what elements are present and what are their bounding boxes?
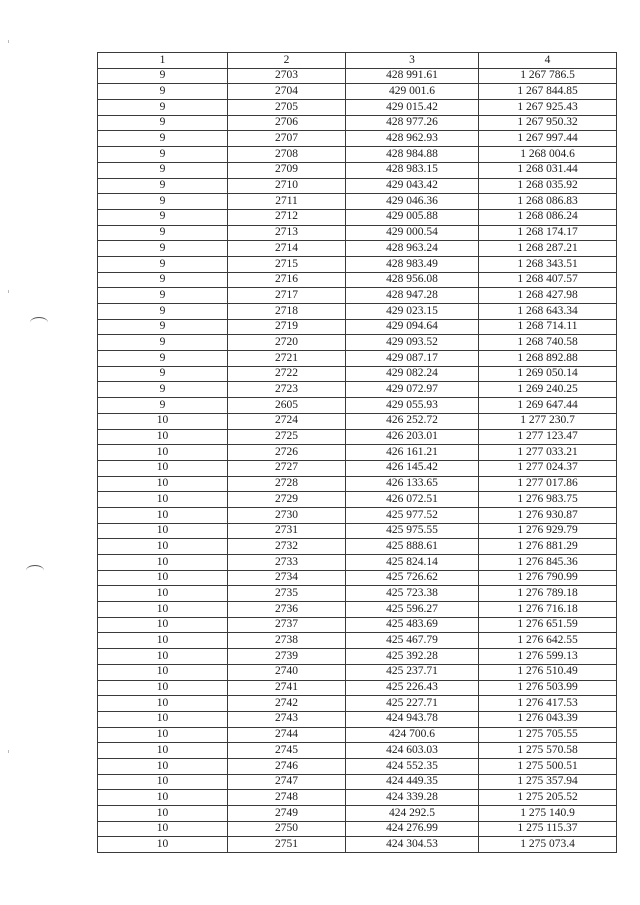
cell-x-coordinate: 428 983.15 (346, 162, 479, 178)
cell-y-coordinate: 1 276 845.36 (479, 555, 617, 571)
cell-y-coordinate: 1 276 510.49 (479, 664, 617, 680)
table-row (98, 366, 617, 382)
cell-point-number: 2741 (228, 680, 346, 696)
table-row (98, 335, 617, 351)
cell-y-coordinate: 1 276 929.79 (479, 523, 617, 539)
cell-x-coordinate: 424 943.78 (346, 711, 479, 727)
cell-x-coordinate: 424 552.35 (346, 758, 479, 774)
cell-x-coordinate: 426 145.42 (346, 460, 479, 476)
cell-y-coordinate: 1 276 790.99 (479, 570, 617, 586)
cell-x-coordinate: 428 956.08 (346, 272, 479, 288)
cell-x-coordinate: 424 304.53 (346, 837, 479, 853)
cell-point-number: 2739 (228, 649, 346, 665)
cell-point-number: 2737 (228, 617, 346, 633)
cell-x-coordinate: 429 046.36 (346, 194, 479, 210)
cell-y-coordinate: 1 267 997.44 (479, 131, 617, 147)
cell-y-coordinate: 1 268 174.17 (479, 225, 617, 241)
cell-y-coordinate: 1 276 599.13 (479, 649, 617, 665)
cell-section: 10 (98, 586, 228, 602)
cell-section: 9 (98, 335, 228, 351)
cell-point-number: 2733 (228, 555, 346, 571)
cell-x-coordinate: 429 015.42 (346, 100, 479, 116)
cell-section: 10 (98, 507, 228, 523)
cell-x-coordinate: 426 072.51 (346, 492, 479, 508)
cell-section: 10 (98, 774, 228, 790)
table-row (98, 617, 617, 633)
cell-y-coordinate: 1 276 642.55 (479, 633, 617, 649)
table-row (98, 131, 617, 147)
table-row (98, 398, 617, 414)
cell-y-coordinate: 1 268 407.57 (479, 272, 617, 288)
cell-x-coordinate: 424 292.5 (346, 806, 479, 822)
cell-section: 10 (98, 806, 228, 822)
scan-mark (30, 317, 48, 328)
table-row (98, 586, 617, 602)
table-row (98, 523, 617, 539)
coordinates-table (97, 52, 617, 853)
cell-y-coordinate: 1 267 844.85 (479, 84, 617, 100)
table-row (98, 178, 617, 194)
cell-y-coordinate: 1 268 714.11 (479, 319, 617, 335)
cell-section: 9 (98, 256, 228, 272)
cell-point-number: 2731 (228, 523, 346, 539)
cell-y-coordinate: 1 276 881.29 (479, 539, 617, 555)
cell-point-number: 2749 (228, 806, 346, 822)
table-row (98, 821, 617, 837)
table-row (98, 413, 617, 429)
cell-y-coordinate: 1 269 050.14 (479, 366, 617, 382)
table-row (98, 256, 617, 272)
table-row (98, 602, 617, 618)
column-header: 2 (228, 53, 346, 69)
cell-y-coordinate: 1 277 024.37 (479, 460, 617, 476)
cell-x-coordinate: 429 001.6 (346, 84, 479, 100)
cell-point-number: 2708 (228, 147, 346, 163)
cell-y-coordinate: 1 268 892.88 (479, 351, 617, 367)
cell-x-coordinate: 429 072.97 (346, 382, 479, 398)
cell-point-number: 2725 (228, 429, 346, 445)
cell-y-coordinate: 1 268 086.24 (479, 209, 617, 225)
table-row (98, 194, 617, 210)
cell-x-coordinate: 429 093.52 (346, 335, 479, 351)
cell-x-coordinate: 425 824.14 (346, 555, 479, 571)
cell-section: 10 (98, 664, 228, 680)
table-row (98, 304, 617, 320)
cell-point-number: 2747 (228, 774, 346, 790)
cell-y-coordinate: 1 276 983.75 (479, 492, 617, 508)
table-row (98, 225, 617, 241)
cell-x-coordinate: 426 133.65 (346, 476, 479, 492)
table-row (98, 100, 617, 116)
cell-point-number: 2605 (228, 398, 346, 414)
table-row (98, 727, 617, 743)
cell-point-number: 2729 (228, 492, 346, 508)
cell-y-coordinate: 1 267 786.5 (479, 68, 617, 84)
cell-point-number: 2727 (228, 460, 346, 476)
cell-section: 9 (98, 366, 228, 382)
table-row (98, 445, 617, 461)
table-row (98, 460, 617, 476)
cell-y-coordinate: 1 269 240.25 (479, 382, 617, 398)
table-row (98, 507, 617, 523)
table-row (98, 209, 617, 225)
cell-point-number: 2740 (228, 664, 346, 680)
cell-point-number: 2734 (228, 570, 346, 586)
cell-y-coordinate: 1 275 115.37 (479, 821, 617, 837)
table-row (98, 806, 617, 822)
cell-section: 10 (98, 429, 228, 445)
table-row (98, 539, 617, 555)
cell-point-number: 2716 (228, 272, 346, 288)
cell-section: 10 (98, 696, 228, 712)
table-row (98, 774, 617, 790)
cell-section: 9 (98, 382, 228, 398)
cell-point-number: 2707 (228, 131, 346, 147)
cell-section: 9 (98, 100, 228, 116)
cell-section: 9 (98, 225, 228, 241)
cell-section: 9 (98, 147, 228, 163)
cell-x-coordinate: 426 252.72 (346, 413, 479, 429)
cell-section: 9 (98, 178, 228, 194)
cell-y-coordinate: 1 275 500.51 (479, 758, 617, 774)
table-row (98, 570, 617, 586)
cell-y-coordinate: 1 275 357.94 (479, 774, 617, 790)
cell-y-coordinate: 1 268 004.6 (479, 147, 617, 163)
cell-x-coordinate: 428 983.49 (346, 256, 479, 272)
cell-point-number: 2735 (228, 586, 346, 602)
table-row (98, 84, 617, 100)
table-row (98, 680, 617, 696)
cell-point-number: 2751 (228, 837, 346, 853)
table-row (98, 351, 617, 367)
cell-section: 9 (98, 288, 228, 304)
column-header: 3 (346, 53, 479, 69)
table-row (98, 743, 617, 759)
cell-point-number: 2742 (228, 696, 346, 712)
cell-section: 9 (98, 194, 228, 210)
cell-section: 9 (98, 351, 228, 367)
cell-point-number: 2724 (228, 413, 346, 429)
table-row (98, 696, 617, 712)
cell-x-coordinate: 429 055.93 (346, 398, 479, 414)
table-row (98, 241, 617, 257)
cell-point-number: 2712 (228, 209, 346, 225)
cell-x-coordinate: 429 005.88 (346, 209, 479, 225)
cell-x-coordinate: 424 276.99 (346, 821, 479, 837)
cell-y-coordinate: 1 276 417.53 (479, 696, 617, 712)
cell-x-coordinate: 425 392.28 (346, 649, 479, 665)
cell-point-number: 2713 (228, 225, 346, 241)
cell-point-number: 2705 (228, 100, 346, 116)
cell-y-coordinate: 1 268 035.92 (479, 178, 617, 194)
cell-section: 10 (98, 445, 228, 461)
scan-speck (8, 40, 9, 43)
cell-x-coordinate: 425 227.71 (346, 696, 479, 712)
cell-section: 9 (98, 319, 228, 335)
cell-section: 10 (98, 680, 228, 696)
cell-section: 9 (98, 241, 228, 257)
cell-point-number: 2746 (228, 758, 346, 774)
cell-point-number: 2720 (228, 335, 346, 351)
cell-x-coordinate: 425 467.79 (346, 633, 479, 649)
table-row (98, 711, 617, 727)
cell-section: 10 (98, 539, 228, 555)
cell-y-coordinate: 1 277 230.7 (479, 413, 617, 429)
cell-section: 10 (98, 413, 228, 429)
cell-point-number: 2703 (228, 68, 346, 84)
cell-x-coordinate: 424 700.6 (346, 727, 479, 743)
cell-section: 10 (98, 837, 228, 853)
cell-section: 9 (98, 131, 228, 147)
cell-y-coordinate: 1 275 705.55 (479, 727, 617, 743)
cell-x-coordinate: 424 449.35 (346, 774, 479, 790)
cell-x-coordinate: 429 000.54 (346, 225, 479, 241)
cell-section: 10 (98, 743, 228, 759)
cell-y-coordinate: 1 267 950.32 (479, 115, 617, 131)
table-body (98, 68, 617, 852)
table-row (98, 837, 617, 853)
cell-section: 10 (98, 492, 228, 508)
cell-y-coordinate: 1 275 205.52 (479, 790, 617, 806)
scan-speck (8, 750, 9, 753)
cell-section: 9 (98, 272, 228, 288)
cell-section: 9 (98, 115, 228, 131)
cell-x-coordinate: 425 888.61 (346, 539, 479, 555)
table-row (98, 319, 617, 335)
cell-point-number: 2704 (228, 84, 346, 100)
cell-y-coordinate: 1 275 570.58 (479, 743, 617, 759)
cell-section: 10 (98, 633, 228, 649)
table-row (98, 272, 617, 288)
cell-x-coordinate: 424 603.03 (346, 743, 479, 759)
cell-x-coordinate: 428 947.28 (346, 288, 479, 304)
cell-section: 9 (98, 209, 228, 225)
table-row (98, 790, 617, 806)
cell-section: 9 (98, 398, 228, 414)
cell-y-coordinate: 1 268 086.83 (479, 194, 617, 210)
cell-section: 9 (98, 84, 228, 100)
cell-point-number: 2728 (228, 476, 346, 492)
cell-section: 10 (98, 460, 228, 476)
table-header-row (98, 53, 617, 69)
cell-point-number: 2709 (228, 162, 346, 178)
table-row (98, 382, 617, 398)
table-row (98, 115, 617, 131)
cell-y-coordinate: 1 268 031.44 (479, 162, 617, 178)
cell-x-coordinate: 429 094.64 (346, 319, 479, 335)
cell-point-number: 2722 (228, 366, 346, 382)
table-row (98, 633, 617, 649)
cell-section: 10 (98, 711, 228, 727)
table-row (98, 429, 617, 445)
table-row (98, 649, 617, 665)
cell-x-coordinate: 425 977.52 (346, 507, 479, 523)
cell-section: 10 (98, 570, 228, 586)
cell-x-coordinate: 428 984.88 (346, 147, 479, 163)
cell-point-number: 2726 (228, 445, 346, 461)
cell-point-number: 2730 (228, 507, 346, 523)
cell-y-coordinate: 1 277 033.21 (479, 445, 617, 461)
cell-point-number: 2706 (228, 115, 346, 131)
table-row (98, 147, 617, 163)
cell-y-coordinate: 1 268 740.58 (479, 335, 617, 351)
cell-section: 10 (98, 602, 228, 618)
cell-y-coordinate: 1 268 643.34 (479, 304, 617, 320)
cell-y-coordinate: 1 277 017.86 (479, 476, 617, 492)
cell-y-coordinate: 1 267 925.43 (479, 100, 617, 116)
table-row (98, 492, 617, 508)
cell-point-number: 2717 (228, 288, 346, 304)
cell-point-number: 2738 (228, 633, 346, 649)
cell-x-coordinate: 429 082.24 (346, 366, 479, 382)
cell-x-coordinate: 428 963.24 (346, 241, 479, 257)
cell-x-coordinate: 429 043.42 (346, 178, 479, 194)
cell-y-coordinate: 1 276 930.87 (479, 507, 617, 523)
cell-point-number: 2743 (228, 711, 346, 727)
cell-y-coordinate: 1 268 343.51 (479, 256, 617, 272)
table-row (98, 476, 617, 492)
table-row (98, 555, 617, 571)
cell-point-number: 2736 (228, 602, 346, 618)
cell-y-coordinate: 1 269 647.44 (479, 398, 617, 414)
cell-x-coordinate: 425 237.71 (346, 664, 479, 680)
table-row (98, 68, 617, 84)
cell-x-coordinate: 425 596.27 (346, 602, 479, 618)
cell-section: 10 (98, 821, 228, 837)
cell-y-coordinate: 1 277 123.47 (479, 429, 617, 445)
cell-section: 10 (98, 758, 228, 774)
cell-y-coordinate: 1 276 716.18 (479, 602, 617, 618)
table-row (98, 288, 617, 304)
cell-x-coordinate: 426 161.21 (346, 445, 479, 461)
cell-point-number: 2721 (228, 351, 346, 367)
cell-section: 10 (98, 617, 228, 633)
cell-section: 10 (98, 649, 228, 665)
scan-mark (26, 565, 44, 576)
cell-x-coordinate: 429 023.15 (346, 304, 479, 320)
cell-point-number: 2723 (228, 382, 346, 398)
cell-y-coordinate: 1 276 043.39 (479, 711, 617, 727)
cell-x-coordinate: 424 339.28 (346, 790, 479, 806)
cell-point-number: 2745 (228, 743, 346, 759)
cell-x-coordinate: 425 726.62 (346, 570, 479, 586)
cell-section: 9 (98, 68, 228, 84)
cell-section: 9 (98, 162, 228, 178)
cell-y-coordinate: 1 268 287.21 (479, 241, 617, 257)
cell-x-coordinate: 428 991.61 (346, 68, 479, 84)
cell-x-coordinate: 426 203.01 (346, 429, 479, 445)
cell-y-coordinate: 1 268 427.98 (479, 288, 617, 304)
cell-x-coordinate: 425 483.69 (346, 617, 479, 633)
cell-point-number: 2748 (228, 790, 346, 806)
cell-point-number: 2714 (228, 241, 346, 257)
cell-y-coordinate: 1 276 789.18 (479, 586, 617, 602)
cell-y-coordinate: 1 275 073.4 (479, 837, 617, 853)
table-row (98, 162, 617, 178)
scan-speck (8, 290, 9, 293)
cell-x-coordinate: 425 723.38 (346, 586, 479, 602)
cell-x-coordinate: 429 087.17 (346, 351, 479, 367)
cell-point-number: 2711 (228, 194, 346, 210)
cell-x-coordinate: 425 226.43 (346, 680, 479, 696)
cell-y-coordinate: 1 275 140.9 (479, 806, 617, 822)
cell-point-number: 2710 (228, 178, 346, 194)
cell-section: 9 (98, 304, 228, 320)
cell-x-coordinate: 428 962.93 (346, 131, 479, 147)
table-row (98, 664, 617, 680)
cell-x-coordinate: 425 975.55 (346, 523, 479, 539)
cell-point-number: 2732 (228, 539, 346, 555)
cell-x-coordinate: 428 977.26 (346, 115, 479, 131)
cell-section: 10 (98, 790, 228, 806)
table-row (98, 758, 617, 774)
cell-point-number: 2719 (228, 319, 346, 335)
cell-section: 10 (98, 727, 228, 743)
cell-point-number: 2744 (228, 727, 346, 743)
cell-y-coordinate: 1 276 503.99 (479, 680, 617, 696)
column-header: 4 (479, 53, 617, 69)
cell-section: 10 (98, 555, 228, 571)
cell-section: 10 (98, 476, 228, 492)
cell-y-coordinate: 1 276 651.59 (479, 617, 617, 633)
cell-point-number: 2718 (228, 304, 346, 320)
column-header: 1 (98, 53, 228, 69)
cell-section: 10 (98, 523, 228, 539)
cell-point-number: 2715 (228, 256, 346, 272)
cell-point-number: 2750 (228, 821, 346, 837)
